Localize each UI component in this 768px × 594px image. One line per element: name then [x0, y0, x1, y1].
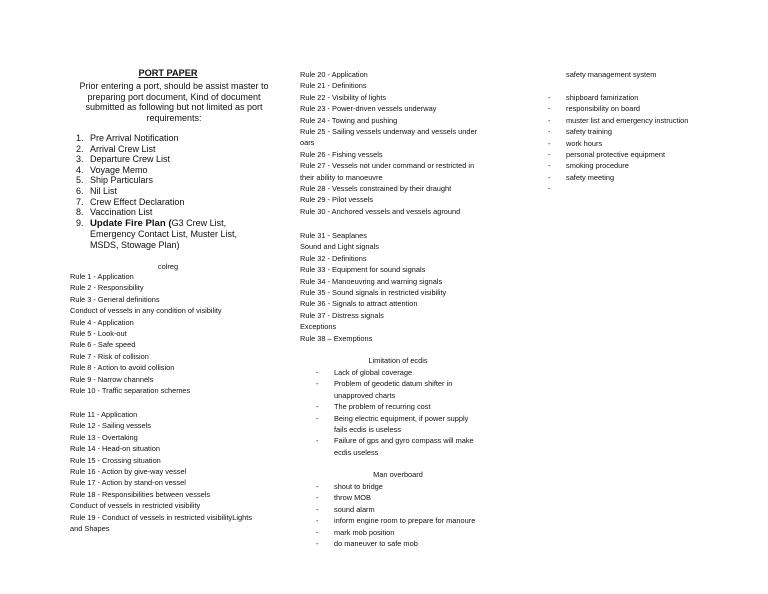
colreg-rules-part2	[70, 409, 252, 534]
list-item: 6. Nil List	[76, 185, 118, 196]
rule-line: Sound and Light signals	[300, 242, 379, 252]
colreg-rules-part4	[300, 230, 446, 344]
rule-line: Rule 27 - Vessels not under command or restricted in	[300, 161, 475, 171]
rule-line: and Shapes	[70, 524, 110, 534]
list-item: - safety training	[548, 127, 613, 137]
rule-line: Rule 19 - Conduct of vessels in restricted visibilityLights	[70, 512, 252, 522]
rule-line: Rule 8 - Action to avoid collision	[70, 363, 175, 373]
rule-line: Conduct of vessels in restricted visibility	[70, 501, 201, 511]
port-paper-intro: Prior entering a port, should be assist master to preparing port document, Kind of document submitted as following but not limited as port requirements:	[79, 81, 269, 123]
rule-line: Rule 29 - Pilot vessels	[300, 195, 374, 205]
rule-line: Rule 37 - Distress signals	[300, 310, 384, 320]
ecdis-heading: Limitation of ecdis	[368, 356, 428, 365]
rule-line: Rule 38 – Exemptions	[300, 333, 373, 343]
list-item: 4. Voyage Memo	[76, 164, 148, 175]
list-item: - Lack of global coverage	[316, 368, 413, 377]
list-item: - mark mob position	[316, 527, 395, 537]
list-item: - personal protective equipment	[548, 150, 666, 160]
rule-line: Rule 31 - Seaplanes	[300, 231, 367, 240]
list-item: - do maneuver to safe mob	[316, 539, 418, 549]
rule-line: Exceptions	[300, 322, 337, 332]
rule-line: Rule 2 - Responsibility	[70, 283, 144, 293]
colreg-rules-part3	[300, 69, 477, 217]
man-overboard-heading: Man overboard	[373, 470, 423, 479]
list-item: - sound alarm	[316, 504, 375, 514]
rule-line: Rule 30 - Anchored vessels and vessels aground	[300, 206, 461, 216]
colreg-rules-part1	[70, 271, 222, 396]
list-item: - shipboard famirization	[548, 93, 639, 102]
rule-line: Rule 14 - Head-on situation	[70, 444, 160, 454]
rule-line: Rule 17 - Action by stand-on vessel	[70, 478, 186, 488]
rule-line: Rule 26 - Fishing vessels	[300, 149, 383, 159]
sms-heading: safety management system	[566, 70, 657, 79]
list-item: - throw MOB	[316, 493, 371, 503]
list-item: - safety meeting	[548, 172, 615, 182]
port-paper-title: PORT PAPER	[138, 68, 198, 78]
rule-line: Rule 23 - Power-driven vessels underway	[300, 104, 437, 114]
rule-line: Conduct of vessels in any condition of visibility	[70, 306, 222, 316]
rule-line: Rule 16 - Action by give-way vessel	[70, 467, 187, 477]
rule-line: Rule 20 - Application	[300, 70, 368, 79]
rule-line: oars	[300, 138, 315, 148]
list-item: 1. Pre Arrival Notification	[76, 133, 179, 143]
rule-line: Rule 18 - Responsibilities between vessels	[70, 489, 211, 499]
sms-list: - shipboard famirization - responsibility on board - muster list and emergency instruction - safety training - work hours - personal protective equipment - smoking procedure - safety meeting -	[548, 93, 689, 194]
list-item: - Being electric equipment, if power supply fails ecdis is useless	[316, 413, 469, 435]
rule-line: Rule 33 - Equipment for sound signals	[300, 265, 426, 275]
rule-line: Rule 10 - Traffic separation schemes	[70, 386, 191, 396]
list-item: - work hours	[548, 138, 603, 148]
list-item: 5. Ship Particulars	[76, 175, 154, 186]
rule-line: Rule 24 - Towing and pushing	[300, 115, 398, 125]
list-item: - shout to bridge	[316, 482, 383, 491]
list-item: 2. Arrival Crew List	[76, 143, 156, 154]
rule-line: their ability to manoeuvre	[300, 172, 383, 182]
list-item: 7. Crew Effect Declaration	[76, 196, 185, 207]
rule-line: Rule 12 - Sailing vessels	[70, 421, 151, 431]
rule-line: Rule 4 - Application	[70, 317, 134, 327]
rule-line: Rule 35 - Sound signals in restricted visibility	[300, 288, 447, 298]
rule-line: Rule 21 - Definitions	[300, 81, 367, 91]
rule-line: Rule 28 - Vessels constrained by their draught	[300, 184, 452, 194]
rule-line: Rule 6 - Safe speed	[70, 340, 136, 350]
list-item: 8. Vaccination List	[76, 207, 153, 218]
rule-line: Rule 3 - General definitions	[70, 294, 160, 304]
colreg-heading: colreg	[157, 262, 179, 271]
rule-line: Rule 1 - Application	[70, 272, 134, 281]
rule-line: Rule 32 - Definitions	[300, 253, 367, 263]
ecdis-limitations-list	[316, 367, 474, 458]
man-overboard-list	[316, 481, 475, 549]
list-item: 3. Departure Crew List	[76, 154, 171, 165]
rule-line: Rule 25 - Sailing vessels underway and vessels under	[300, 127, 478, 137]
rule-line: Rule 9 - Narrow channels	[70, 374, 154, 384]
list-item: - inform engine room to prepare for manoure	[316, 516, 476, 526]
rule-line: Rule 13 - Overtaking	[70, 432, 138, 442]
rule-line: Rule 36 - Signals to attract attention	[300, 299, 418, 309]
rule-line: Rule 5 - Look-out	[70, 329, 127, 339]
port-documents-list	[76, 133, 237, 251]
rule-line: Rule 22 - Visibility of lights	[300, 92, 387, 102]
list-item: - smoking procedure	[548, 161, 629, 171]
list-item: - Problem of geodetic datum shifter in unapproved charts	[316, 379, 453, 400]
rule-line: Rule 15 - Crossing situation	[70, 455, 161, 465]
list-item: - The problem of recurring cost	[316, 402, 431, 412]
list-item: - Failure of gps and gyro compass will make ecdis useless	[316, 436, 474, 457]
rule-line: Rule 7 - Risk of collision	[70, 351, 149, 361]
list-item: - responsibility on board	[548, 104, 640, 114]
rule-line: Rule 11 - Application	[70, 410, 138, 419]
list-item: - muster list and emergency instruction	[548, 115, 689, 125]
list-item-fire-plan: 9. Update Fire Plan (G3 Crew List, Emergency Contact List, Muster List, MSDS, Stowage Plan)	[76, 217, 238, 250]
rule-line: Rule 34 - Manoeuvring and warning signals	[300, 276, 443, 286]
